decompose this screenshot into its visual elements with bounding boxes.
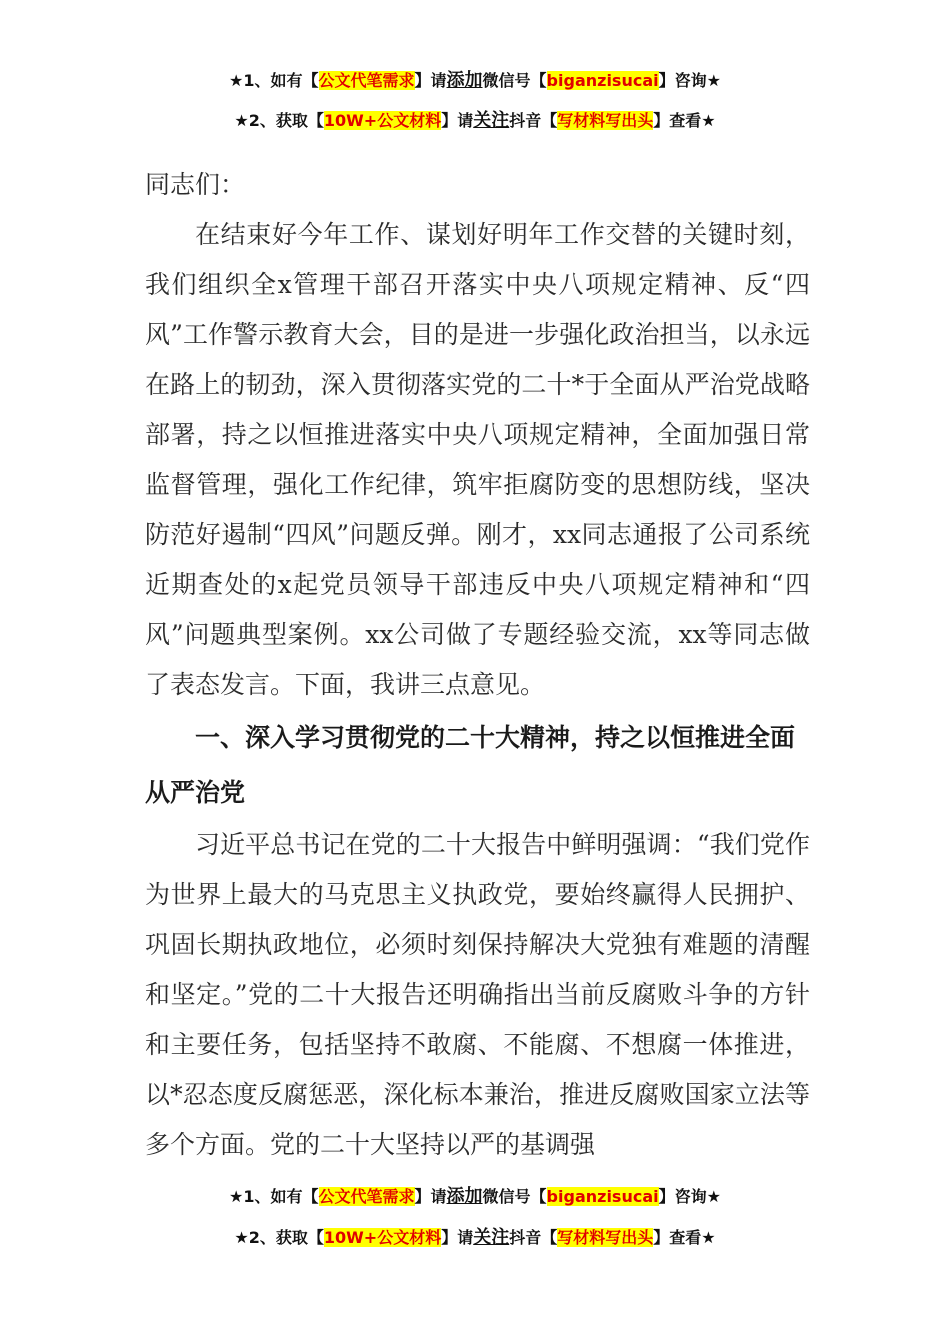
promo-suffix: 】查看★	[653, 1228, 716, 1247]
promo-highlight: 公文代笔需求	[318, 71, 415, 90]
promo-prefix: ★2、获取【	[234, 111, 324, 130]
promo-prefix: ★1、如有【	[229, 1187, 319, 1206]
promo-wechat-id: biganzisucai	[546, 71, 659, 90]
promo-highlight: 公文代笔需求	[318, 1187, 415, 1206]
footer-promo-line-1	[0, 1186, 950, 1208]
promo-text: 抖音【	[509, 111, 558, 130]
promo-text: 抖音【	[509, 1228, 558, 1247]
promo-highlight: 10W+公文材料	[323, 111, 442, 130]
promo-prefix: ★2、获取【	[234, 1228, 324, 1247]
header-promo-line-2	[0, 110, 950, 132]
promo-prefix: ★1、如有【	[229, 71, 319, 90]
promo-underline: 关注	[473, 1227, 510, 1248]
promo-highlight: 10W+公文材料	[323, 1228, 442, 1247]
promo-douyin-name: 写材料写出头	[557, 111, 654, 130]
paragraph-intro: 在结束好今年工作、谋划好明年工作交替的关键时刻，我们组织全x管理干部召开落实中央八项规定精神、反“四风”工作警示教育大会，目的是进一步强化政治担当，以永远在路上的韧劲，深入贯彻落实党的二十*于全面从严治党战略部署，持之以恒推进落实中央八项规定精神，全面加强日常监督管理，强化工作纪律，筑牢拒腐防变的思想防线，坚决防范好遏制“四风”问题反弹。刚才，xx同志通报了公司系统近期查处的x起党员领导干部违反中央八项规定精神和“四风”问题典型案例。xx公司做了专题经验交流，xx等同志做了表态发言。下面，我讲三点意见。	[145, 220, 810, 699]
header-promo-line-1	[0, 70, 950, 92]
promo-text: 】请	[414, 71, 447, 90]
promo-wechat-id: biganzisucai	[546, 1187, 659, 1206]
promo-suffix: 】咨询★	[658, 1187, 721, 1206]
paragraph-section-1: 习近平总书记在党的二十大报告中鲜明强调：“我们党作为世界上最大的马克思主义执政党，要始终赢得人民拥护、巩固长期执政地位，必须时刻保持解决大党独有难题的清醒和坚定。”党的二十大报告还明确指出当前反腐败斗争的方针和主要任务，包括坚持不敢腐、不能腐、不想腐一体推进，以*忍态度反腐惩恶，深化标本兼治，推进反腐败国家立法等多个方面。党的二十大坚持以严的基调强	[145, 830, 810, 1159]
promo-underline: 关注	[473, 110, 510, 131]
promo-douyin-name: 写材料写出头	[557, 1228, 654, 1247]
promo-suffix: 】咨询★	[658, 71, 721, 90]
footer-promo-line-2	[0, 1227, 950, 1249]
promo-text: 】请	[441, 111, 474, 130]
document-body	[145, 160, 810, 1170]
promo-underline: 添加	[446, 70, 483, 91]
promo-text: 微信号【	[482, 1187, 547, 1206]
promo-text: 微信号【	[482, 71, 547, 90]
greeting: 同志们：	[145, 170, 246, 199]
promo-underline: 添加	[446, 1186, 483, 1207]
section-heading-1: 一、深入学习贯彻党的二十大精神，持之以恒推进全面从严治党	[145, 723, 796, 807]
promo-text: 】请	[441, 1228, 474, 1247]
promo-text: 】请	[414, 1187, 447, 1206]
promo-suffix: 】查看★	[653, 111, 716, 130]
